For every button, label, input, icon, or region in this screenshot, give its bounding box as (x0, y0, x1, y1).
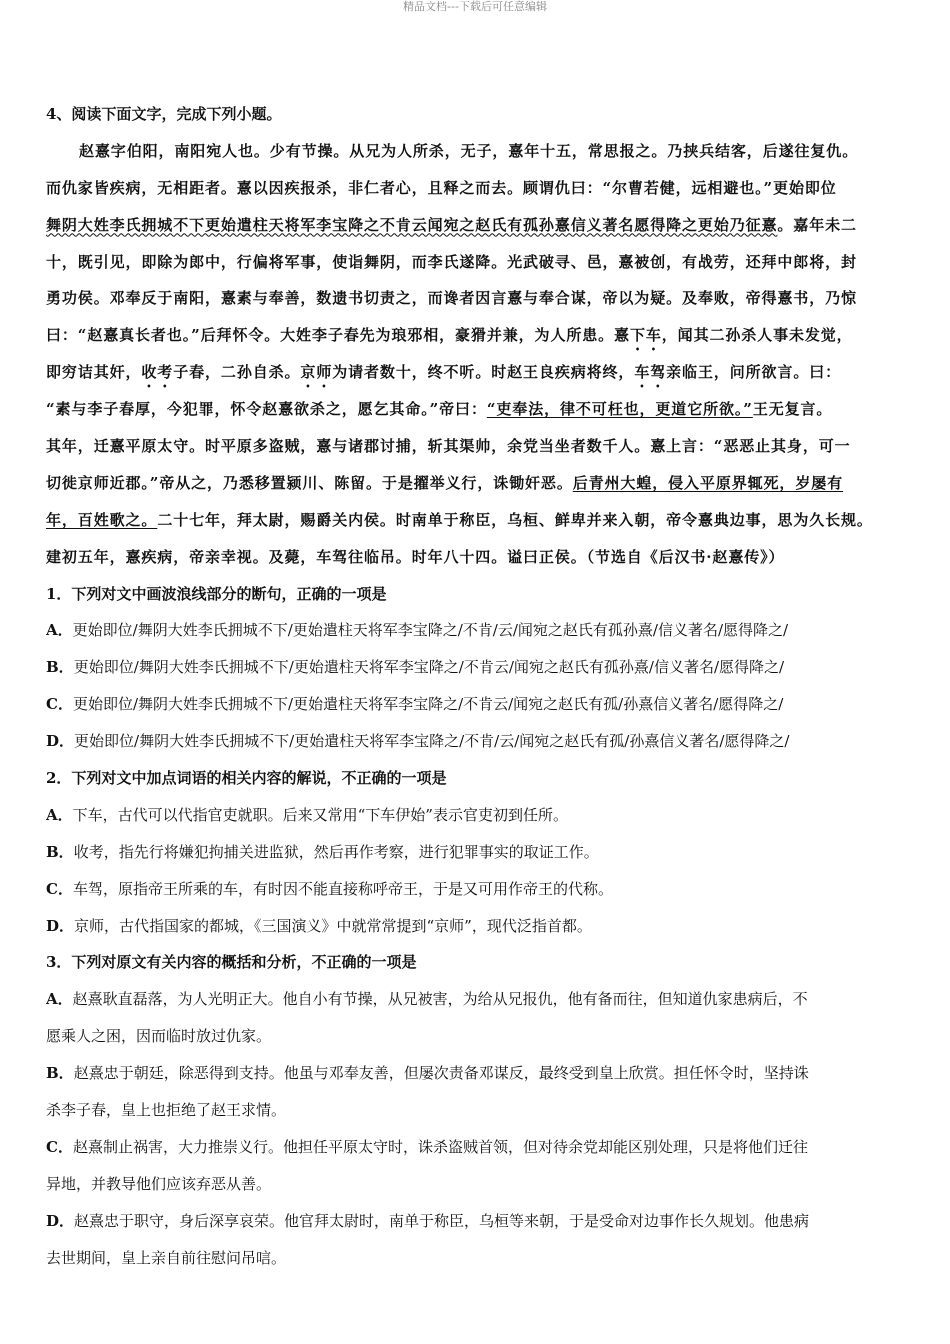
question-stem: 3．下列对原文有关内容的概括和分析，不正确的一项是 (46, 953, 417, 972)
passage-line (46, 465, 908, 502)
question-stem: 2．下列对文中加点词语的相关内容的解说，不正确的一项是 (46, 769, 447, 788)
dotted-term: 车驾 (634, 363, 667, 382)
option-text: 赵熹忠于朝廷，除恶得到支持。他虽与邓奉友善，但屡次责备邓谋反，最终受到皇上欣赏。担任怀令时，坚持诛 (73, 1064, 809, 1083)
passage-text: 曰：“赵憙真长者也。”后拜怀令。大姓李子春先为琅邪相，豪猾并兼，为人所患。憙 (46, 326, 630, 345)
option-text: 更始即位/舞阴大姓李氏拥城不下/更始遣柱天将军李宝降之/不肯云/闻宛之赵氏有孤孙熹/信义著名/愿得降之/ (73, 658, 785, 677)
passage-text: 。嘉年未二 (777, 215, 857, 234)
option-b-continued: 杀李子春，皇上也拒绝了赵王求情。 (46, 1101, 287, 1120)
option-d-continued: 去世期间，皇上亲自前往慰问吊唁。 (46, 1248, 287, 1267)
underlined-text: 年，百姓歌之。 (46, 510, 158, 529)
passage-text: 子春，二孙自杀。 (173, 363, 301, 382)
question-title: 4、阅读下面文字，完成下列小题。 (46, 105, 282, 123)
option-text: 更始即位/舞阴大姓李氏拥城不下/更始遣柱天将军李宝降之/不肯/云/闻宛之赵氏有孤孙熹/信义著名/愿得降之/ (72, 621, 789, 640)
option-text: 更始即位/舞阴大姓李氏拥城不下/更始遣柱天将军李宝降之/不肯云/闻宛之赵氏有孤/孙熹信义著名/愿得降之/ (72, 695, 784, 714)
option-c-continued: 异地，并教导他们应该弃恶从善。 (46, 1174, 272, 1193)
option-letter: B． (46, 1064, 74, 1083)
question-3 (46, 944, 908, 1276)
passage-text: 二十七年，拜太尉，赐爵关内侯。时南单于称臣，乌桓、鲜卑并来入朝，帝令憙典边事，思为久长规。 (157, 510, 873, 529)
option-a-continued: 愿乘人之困，因而临时放过仇家。 (46, 1027, 272, 1046)
question-stem: 1．下列对文中画波浪线部分的断句，正确的一项是 (46, 584, 387, 603)
option-text: 京师，古代指国家的都城，《三国演义》中就常常提到“京师”，现代泛指首都。 (74, 916, 592, 935)
option-text: 车驾，原指帝王所乘的车，有时因不能直接称呼帝王，于是又可用作帝王的代称。 (72, 879, 613, 898)
option-d[interactable] (46, 723, 908, 760)
passage-line (46, 502, 908, 539)
passage-line: 而仇家皆疾病，无相距者。憙以因疾报杀，非仁者心，且释之而去。顾谓仇曰：“尔曹若健，远相避也。”更始即位 (46, 178, 837, 197)
option-letter: C． (46, 879, 73, 898)
underlined-text: “吏奉法，律不可枉也，更道它所欲。” (486, 400, 753, 419)
passage-text: 为请者数十，终不听。时赵王良疾病将终， (332, 363, 635, 382)
passage-line (46, 207, 908, 244)
question-2 (46, 760, 908, 944)
passage-line: 勇功侯。邓奉反于南阳，憙素与奉善，数遗书切责之，而谗者因言憙与奉合谋，帝以为疑。及奉败，帝得憙书，乃惊 (46, 289, 857, 308)
option-a[interactable] (46, 612, 908, 649)
option-letter: D． (46, 916, 75, 935)
passage-line (46, 391, 908, 428)
passage (46, 133, 908, 576)
option-b[interactable] (46, 834, 908, 871)
page-header: 精品文档---下载后可任意编辑 (403, 0, 547, 13)
option-letter: B． (46, 658, 74, 677)
option-letter: A． (46, 805, 73, 824)
passage-text: 亲临王，问所欲言。曰： (666, 363, 842, 382)
option-text: 赵熹耿直磊落，为人光明正大。他自小有节操，从兄被害，为给从兄报仇，他有备而往，但知道仇家患病后，不 (72, 990, 808, 1009)
passage-line: 十，既引见，即除为郎中，行偏将军事，使诣舞阴，而李氏遂降。光武破寻、邑，憙被创，有战劳，还拜中郎将，封 (46, 252, 857, 271)
option-letter: D． (46, 1211, 75, 1230)
option-b[interactable] (46, 1055, 908, 1092)
question-1 (46, 576, 908, 760)
passage-line: 建初五年，憙疾病，帝亲幸视。及薨，车驾往临吊。时年八十四。谥曰正侯。（节选自《后汉书·赵憙传》） (46, 547, 785, 566)
option-letter: A． (46, 990, 73, 1009)
option-c[interactable] (46, 686, 908, 723)
option-letter: B． (46, 842, 74, 861)
option-letter: C． (46, 1137, 73, 1156)
dotted-term: 京师 (300, 363, 333, 382)
passage-text: 切徙京师近郡。”帝从之，乃悉移置颍川、陈留。于是擢举义行，诛锄奸恶。 (46, 473, 573, 492)
dotted-term: 收考 (141, 363, 174, 382)
passage-text: 王无复言。 (752, 400, 833, 419)
option-a[interactable] (46, 797, 908, 834)
wavy-underlined-text: 舞阴大姓李氏拥城不下更始遣柱天将军李宝降之不肯云闻宛之赵氏有孤孙憙信义著名愿得降之更始乃征憙 (46, 215, 778, 234)
option-letter: C． (46, 695, 73, 714)
option-text: 下车，古代可以代指官吏就职。后来又常用“下车伊始”表示官吏初到任所。 (72, 805, 568, 824)
option-a[interactable] (46, 981, 908, 1018)
passage-line (46, 317, 908, 354)
passage-line (46, 354, 908, 391)
option-text: 更始即位/舞阴大姓李氏拥城不下/更始遣柱天将军李宝降之/不肯/云/闻宛之赵氏有孤/孙熹信义著名/愿得降之/ (74, 732, 790, 751)
option-c[interactable] (46, 871, 908, 908)
option-d[interactable] (46, 908, 908, 945)
underlined-text: 后青州大蝗，侵入平原界辄死，岁屡有 (572, 473, 844, 492)
passage-text: “素与李子春厚，今犯罪，怀令赵憙欲杀之，愿乞其命。”帝曰： (46, 400, 487, 419)
option-text: 赵熹制止祸害，大力推崇义行。他担任平原太守时，诛杀盗贼首领，但对待余党却能区别处理，只是将他们迁往 (72, 1137, 808, 1156)
dotted-term: 下车 (629, 326, 662, 345)
option-c[interactable] (46, 1129, 908, 1166)
document-body (46, 96, 908, 1277)
passage-line: 其年，迁憙平原太守。时平原多盗贼，憙与诸郡讨捕，斩其渠帅，余党当坐者数千人。憙上言：“恶恶止其身，可一 (46, 437, 851, 456)
passage-text: 即穷诘其奸， (46, 363, 142, 382)
option-b[interactable] (46, 649, 908, 686)
passage-text: ，闻其二孙杀人事未发觉， (661, 326, 853, 345)
passage-line: 赵憙字伯阳，南阳宛人也。少有节操。从兄为人所杀，无子，憙年十五，常思报之。乃挟兵结客，后遂往复仇。 (79, 141, 859, 160)
option-text: 赵熹忠于职守，身后深享哀荣。他官拜太尉时，南单于称臣，乌桓等来朝，于是受命对边事作长久规划。他患病 (74, 1211, 810, 1230)
option-letter: A． (46, 621, 73, 640)
option-text: 收考，指先行将嫌犯拘捕关进监狱，然后再作考察，进行犯罪事实的取证工作。 (73, 842, 599, 861)
option-d[interactable] (46, 1203, 908, 1240)
option-letter: D． (46, 732, 75, 751)
